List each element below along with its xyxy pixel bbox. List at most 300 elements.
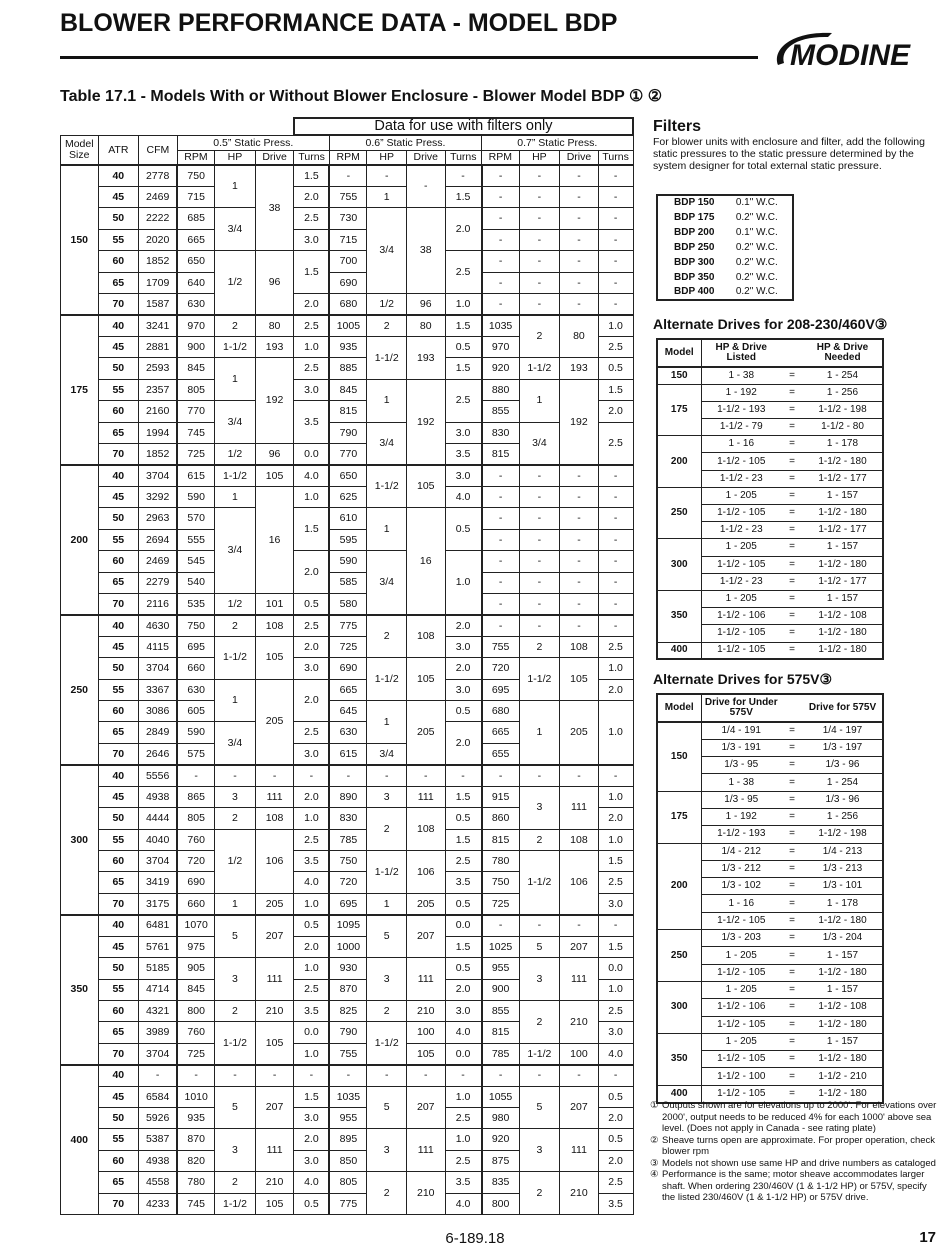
cell: - (560, 615, 599, 636)
cell: 65 (98, 1172, 139, 1193)
model-group-175 (657, 791, 883, 843)
cell: - (482, 486, 520, 507)
cell: 45 (98, 786, 139, 807)
cell: 5 (519, 936, 560, 957)
cell: 1 (519, 701, 560, 765)
cell: 1-1/2 (519, 851, 560, 915)
cell: 615 (177, 465, 215, 486)
cell: 70 (98, 294, 139, 315)
cell: 800 (482, 1193, 520, 1214)
table-row (61, 701, 634, 722)
cell: 50 (98, 1108, 139, 1129)
cell: 3.0 (294, 1150, 330, 1171)
listed-drive: 1-1/2 - 23 (701, 470, 781, 487)
equals-sign: = (789, 1035, 795, 1047)
table-row (657, 642, 883, 659)
listed-drive: 1 - 205 (725, 593, 757, 605)
equals-sign: = (781, 522, 803, 539)
cell: 665 (482, 722, 520, 743)
equals-sign: = (789, 489, 795, 501)
group-400 (61, 1065, 634, 1215)
cell: 108 (255, 808, 294, 829)
cell: 3.0 (445, 422, 482, 443)
cell: 2279 (139, 572, 178, 593)
cell: 2.5 (445, 1108, 482, 1129)
equals-sign: = (781, 470, 803, 487)
cell: 4938 (139, 1150, 178, 1171)
cell: 645 (329, 701, 367, 722)
model-group-350 (657, 590, 883, 642)
cell: 5 (367, 915, 407, 958)
cell: 111 (560, 1129, 599, 1172)
cell: 2.0 (294, 186, 330, 207)
needed-drive: 1-1/2 - 180 (803, 964, 883, 981)
cell: 1.0 (294, 486, 330, 507)
cell: 1.0 (294, 1043, 330, 1064)
cell: - (482, 572, 520, 593)
filter-model: BDP 250 (674, 241, 715, 253)
cell: 590 (177, 486, 215, 507)
listed-drive: 1-1/2 - 79 (701, 419, 781, 436)
cell: 770 (177, 401, 215, 422)
cell: 590 (177, 722, 215, 743)
table-row (61, 229, 634, 250)
cell: 55 (98, 679, 139, 700)
listed-drive: 1-1/2 - 105 (701, 556, 781, 573)
cell: 845 (177, 358, 215, 379)
cell: 815 (482, 443, 520, 464)
filter-row (657, 270, 793, 285)
filters-heading: Filters (653, 118, 702, 135)
cell: 905 (177, 958, 215, 979)
table-row (61, 593, 634, 614)
cell: 3.0 (598, 893, 633, 914)
table-row (61, 1043, 634, 1064)
listed-drive: 1-1/2 - 106 (701, 999, 781, 1016)
cell: 585 (329, 572, 367, 593)
cell: - (519, 915, 560, 936)
model-size: 400 (61, 1065, 99, 1215)
cell: 680 (329, 294, 367, 315)
cell: 1587 (139, 294, 178, 315)
equals-sign: = (781, 1051, 803, 1068)
cell: 855 (482, 1000, 520, 1021)
listed-drive: 1-1/2 - 193 (701, 826, 781, 843)
title-rule (60, 56, 758, 59)
cell: 955 (329, 1108, 367, 1129)
cell: 2.0 (294, 1129, 330, 1150)
footnote (650, 1158, 942, 1170)
cell: 55 (98, 1129, 139, 1150)
cell: 4.0 (445, 1193, 482, 1214)
listed-drive: 1-1/2 - 105 (717, 644, 766, 656)
cell: - (482, 465, 520, 486)
cell: 900 (482, 979, 520, 1000)
cell: 1.0 (598, 315, 633, 336)
cell: 935 (177, 1108, 215, 1129)
table-row (657, 722, 883, 739)
cell: 790 (329, 422, 367, 443)
cell: 2.5 (445, 379, 482, 422)
cell: 3175 (139, 893, 178, 914)
cell: 105 (255, 636, 294, 679)
cell: 0.0 (598, 958, 633, 979)
needed-drive: 1 - 157 (826, 593, 859, 605)
cell: 880 (482, 379, 520, 400)
cell: 630 (177, 294, 215, 315)
cell: 111 (255, 1129, 294, 1172)
cell: 3086 (139, 701, 178, 722)
equals-sign: = (781, 860, 803, 877)
cell: 775 (329, 615, 367, 636)
listed-drive: 1 - 205 (725, 489, 757, 501)
table-row (657, 791, 883, 808)
cell: - (445, 1065, 482, 1086)
cell: 750 (482, 872, 520, 893)
listed-drive: 1 - 205 (725, 984, 757, 996)
cell: 100 (406, 1022, 445, 1043)
cell: 1.0 (598, 979, 633, 1000)
cell: - (482, 593, 520, 614)
cell: - (215, 765, 256, 786)
cell: 205 (560, 701, 599, 765)
cell: 630 (329, 722, 367, 743)
needed-drive: 1-1/2 - 210 (803, 1068, 883, 1085)
cell: 4.0 (294, 1172, 330, 1193)
cell: 2 (367, 615, 407, 658)
cell: - (598, 186, 633, 207)
model-cell: 150 (657, 367, 701, 384)
needed-drive: 1-1/2 - 198 (803, 401, 883, 418)
cell: 1.0 (598, 829, 633, 850)
cell: 590 (329, 551, 367, 572)
cell: 50 (98, 508, 139, 529)
cell: 1 (215, 358, 256, 401)
cell: 193 (255, 336, 294, 357)
cell: 108 (406, 808, 445, 851)
model-cell: 200 (657, 843, 701, 929)
cell: 2020 (139, 229, 178, 250)
cell: - (560, 229, 599, 250)
col-hp: HP (519, 150, 560, 165)
cell: 65 (98, 872, 139, 893)
cell: 40 (98, 915, 139, 936)
needed-drive: 1-1/2 - 180 (803, 505, 883, 522)
cell: 60 (98, 251, 139, 272)
cell: 108 (406, 615, 445, 658)
model-cell: 175 (657, 791, 701, 843)
cell: 3.5 (294, 851, 330, 872)
cell: 105 (255, 465, 294, 486)
needed-drive: 1-1/2 - 80 (803, 419, 883, 436)
footnote-mark: ① (650, 1100, 659, 1111)
equals-sign: = (789, 845, 795, 857)
cell: 3241 (139, 315, 178, 336)
static-press-06: 0.6” Static Press. (329, 135, 481, 150)
cell: 111 (406, 958, 445, 1001)
col-hp: HP (367, 150, 407, 165)
cell: 2 (519, 315, 560, 358)
cell: 111 (255, 958, 294, 1001)
cell: 40 (98, 1065, 139, 1086)
needed-drive: 1-1/2 - 180 (803, 1016, 883, 1033)
footnote-mark: ③ (650, 1157, 659, 1169)
cell: 595 (329, 529, 367, 550)
cell: 1.0 (598, 701, 633, 765)
cell: 660 (177, 658, 215, 679)
cell: 5 (215, 915, 256, 958)
needed-drive: 1/4 - 197 (822, 724, 863, 736)
cell: 1-1/2 (367, 465, 407, 508)
cell: 3367 (139, 679, 178, 700)
equals-sign: = (789, 541, 795, 553)
cell: 2.5 (598, 1172, 633, 1193)
cell: - (519, 1065, 560, 1086)
cell: 1.0 (598, 786, 633, 807)
cell: 80 (560, 315, 599, 358)
cell: 55 (98, 529, 139, 550)
cell: 1.5 (445, 829, 482, 850)
listed-drive: 1-1/2 - 100 (701, 1068, 781, 1085)
cell: 845 (329, 379, 367, 400)
cell: - (560, 765, 599, 786)
cell: 5387 (139, 1129, 178, 1150)
filter-row (657, 210, 793, 225)
cell: 192 (406, 379, 445, 465)
cell: 2469 (139, 186, 178, 207)
filter-pressure: 0.2" W.C. (735, 256, 778, 268)
cell: 860 (482, 808, 520, 829)
col-hp: HP (215, 150, 256, 165)
cell: 210 (560, 1000, 599, 1043)
cell: 4714 (139, 979, 178, 1000)
table-row (61, 765, 634, 786)
needed-drive: 1-1/2 - 180 (803, 453, 883, 470)
table-row (61, 508, 634, 529)
cell: 935 (329, 336, 367, 357)
table-row (61, 829, 634, 850)
cell: 2.0 (598, 679, 633, 700)
cell: 2.5 (598, 1000, 633, 1021)
table-caption: Table 17.1 - Models With or Without Blower Enclosure - Blower Model BDP ① ② (60, 88, 663, 105)
header-row (657, 339, 883, 367)
group-250 (61, 615, 634, 765)
cell: 3 (367, 786, 407, 807)
equals-sign: = (781, 1068, 803, 1085)
cell: 2222 (139, 208, 178, 229)
cell: 4.0 (598, 1043, 633, 1064)
equals-sign: = (781, 1016, 803, 1033)
cell: 3 (215, 786, 256, 807)
cell: 2881 (139, 336, 178, 357)
equals-sign: = (781, 808, 803, 825)
cell: 3704 (139, 851, 178, 872)
cell: 3989 (139, 1022, 178, 1043)
cell: 3/4 (215, 722, 256, 765)
cell: 2 (215, 1172, 256, 1193)
cell: 205 (406, 893, 445, 914)
cell: 108 (560, 636, 599, 657)
cell: 545 (177, 551, 215, 572)
needed-drive: 1-1/2 - 180 (818, 1087, 867, 1099)
cell: 5 (215, 1086, 256, 1129)
static-press-05: 0.5” Static Press. (177, 135, 329, 150)
cell: 650 (329, 465, 367, 486)
cell: - (598, 486, 633, 507)
cell: 780 (482, 851, 520, 872)
equals-sign: = (781, 826, 803, 843)
model-cell: 300 (657, 539, 701, 591)
listed-drive: 1 - 16 (728, 438, 755, 450)
cell: 105 (255, 1022, 294, 1065)
model-cell: 200 (657, 436, 701, 488)
cell: 3.0 (294, 658, 330, 679)
cell: 760 (177, 1022, 215, 1043)
cell: - (519, 465, 560, 486)
needed-drive: 1/3 - 204 (822, 932, 863, 944)
cell: 3/4 (367, 422, 407, 465)
cell: - (598, 572, 633, 593)
cell: 60 (98, 851, 139, 872)
cell: 2116 (139, 593, 178, 614)
listed-drive: 1/3 - 203 (721, 932, 761, 944)
cell: 2160 (139, 401, 178, 422)
cell: 0.5 (598, 1086, 633, 1107)
cell: 700 (329, 251, 367, 272)
cell: 2.0 (598, 1108, 633, 1129)
cell: 0.0 (294, 1022, 330, 1043)
page-number: 17 (919, 1229, 936, 1246)
cell: 111 (255, 786, 294, 807)
needed-drive: 1 - 157 (803, 947, 883, 964)
model-size: 150 (61, 165, 99, 315)
cell: 1.0 (294, 336, 330, 357)
cell: 50 (98, 958, 139, 979)
cell: 3.0 (294, 743, 330, 764)
table-row (61, 272, 634, 293)
cell: 2.0 (445, 615, 482, 636)
cell: 2849 (139, 722, 178, 743)
cell: - (560, 251, 599, 272)
filter-pressure: 0.1" W.C. (735, 197, 778, 208)
cell: 45 (98, 1086, 139, 1107)
cell: 105 (560, 658, 599, 701)
cell: 715 (329, 229, 367, 250)
cell: 540 (177, 572, 215, 593)
cell: 805 (177, 379, 215, 400)
cell: 1 (367, 893, 407, 914)
cell: 207 (560, 1086, 599, 1129)
cell: 106 (406, 851, 445, 894)
cell: 5 (519, 1086, 560, 1129)
needed-drive: 1/3 - 197 (803, 739, 883, 756)
cell: 2 (519, 636, 560, 657)
needed-drive: 1-1/2 - 108 (803, 608, 883, 625)
cell: - (519, 572, 560, 593)
cell: 1-1/2 (367, 658, 407, 701)
cell: - (560, 272, 599, 293)
needed-drive: 1 - 157 (826, 541, 859, 553)
cell: 3.5 (598, 1193, 633, 1214)
cell: 680 (482, 701, 520, 722)
cell: 210 (406, 1000, 445, 1021)
cell: 4115 (139, 636, 178, 657)
table-row (61, 465, 634, 486)
table-row (61, 936, 634, 957)
filter-pressure: 0.2" W.C. (735, 286, 778, 297)
cell: 2 (215, 615, 256, 636)
cell: 1.5 (598, 851, 633, 872)
cell: 4558 (139, 1172, 178, 1193)
cell: 70 (98, 593, 139, 614)
cell: 2.0 (598, 401, 633, 422)
cell: - (445, 765, 482, 786)
group-200 (61, 465, 634, 615)
cell: 50 (98, 208, 139, 229)
listed-drive: 1 - 205 (701, 947, 781, 964)
cell: - (329, 765, 367, 786)
cell: - (519, 251, 560, 272)
cell: 1.5 (294, 1086, 330, 1107)
cell: - (560, 551, 599, 572)
cell: 2.5 (294, 358, 330, 379)
cell: 920 (482, 358, 520, 379)
cell: 870 (329, 979, 367, 1000)
table-row (657, 487, 883, 504)
listed-drive: 1 - 38 (728, 369, 755, 381)
equals-sign: = (789, 984, 795, 996)
cell: 0.0 (445, 915, 482, 936)
equals-sign: = (781, 401, 803, 418)
cell: 1.0 (445, 1129, 482, 1150)
cell: 80 (255, 315, 294, 336)
cell: - (560, 572, 599, 593)
cell: 2 (367, 1172, 407, 1215)
alt-drives-460-table (656, 338, 884, 660)
col-model-size: Model Size (61, 135, 99, 165)
equals-sign: = (781, 878, 803, 895)
cell: 955 (482, 958, 520, 979)
cell: 5 (367, 1086, 407, 1129)
cell: 760 (177, 829, 215, 850)
filter-pressure: 0.2" W.C. (735, 271, 778, 283)
cell: 830 (329, 808, 367, 829)
model-size: 200 (61, 465, 99, 615)
cell: 820 (177, 1150, 215, 1171)
cell: 625 (329, 486, 367, 507)
table-row (657, 436, 883, 453)
filter-model: BDP 150 (674, 197, 715, 208)
cell: 535 (177, 593, 215, 614)
group-175 (61, 315, 634, 465)
cell: 1.5 (445, 186, 482, 207)
cell: 1.0 (445, 1086, 482, 1107)
cell: 2.5 (445, 851, 482, 872)
cell: 755 (329, 186, 367, 207)
logo-text: MODINE (790, 39, 910, 72)
footnotes (650, 1100, 942, 1204)
cell: 55 (98, 979, 139, 1000)
footnote (650, 1100, 942, 1135)
cell: 915 (482, 786, 520, 807)
cell: 108 (255, 615, 294, 636)
cell: - (560, 465, 599, 486)
cell: 2 (367, 808, 407, 851)
cell: 1.5 (445, 358, 482, 379)
model-group-175 (657, 384, 883, 436)
cell: 790 (329, 1022, 367, 1043)
cell: 2.0 (445, 722, 482, 765)
